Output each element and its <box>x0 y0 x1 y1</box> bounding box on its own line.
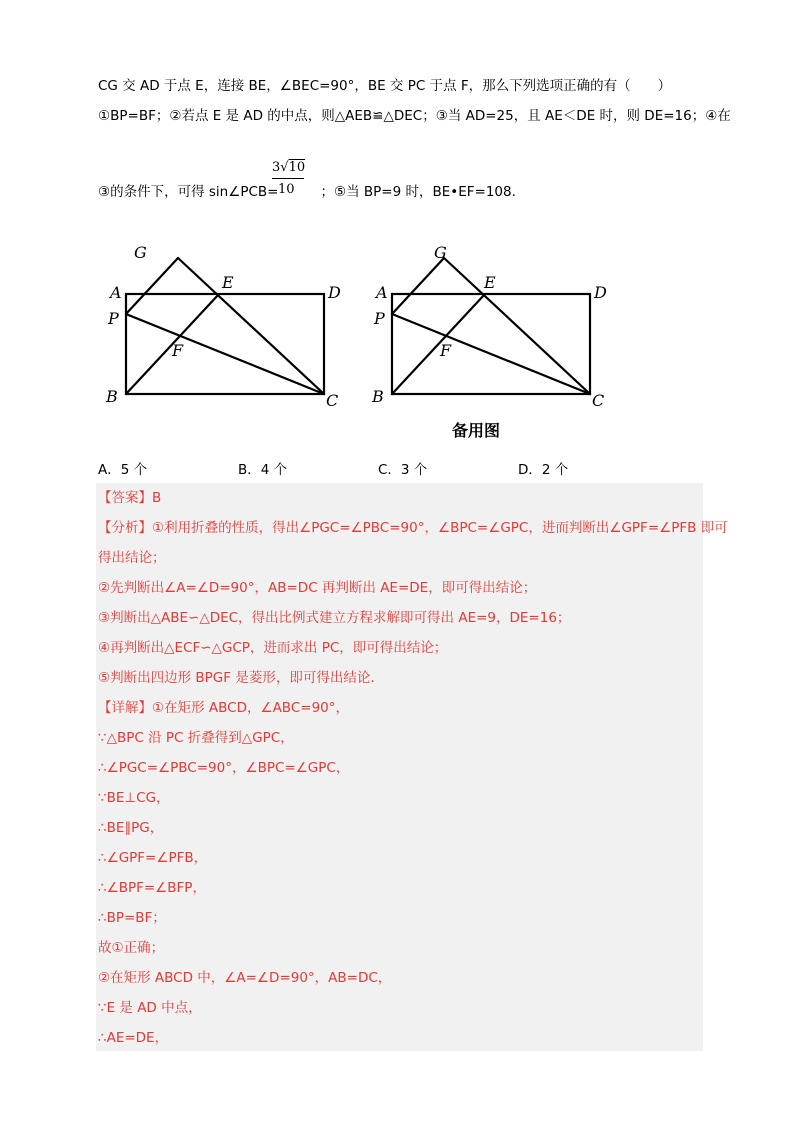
label-a: A <box>376 283 388 302</box>
answer-line: ③判断出△ABE∽△DEC，得出比例式建立方程求解即可得出 AE=9，DE=16； <box>98 610 571 626</box>
fraction-bar <box>272 178 304 179</box>
label-p: P <box>374 309 385 328</box>
answer-line: ∴BE∥PG， <box>98 820 164 836</box>
problem-line-3 <box>98 186 516 200</box>
label-p: P <box>108 309 119 328</box>
answer-line: 【分析】①利用折叠的性质，得出∠PGC=∠PBC=90°，∠BPC=∠GPC，进而判断出∠GPF=∠PFB 即可 <box>98 520 728 536</box>
label-f: F <box>172 341 184 360</box>
label-d: D <box>594 283 607 302</box>
answer-line: ∵E 是 AD 中点， <box>98 1000 202 1016</box>
choice-d: D．2 个 <box>518 462 569 478</box>
problem-line-3-prefix: ③的条件下，可得 sin∠PCB= <box>98 184 279 200</box>
answer-line: ∴BP=BF； <box>98 910 166 926</box>
answer-line: ⑤判断出四边形 BPGF 是菱形，即可得出结论． <box>98 670 384 686</box>
problem-line-1: CG 交 AD 于点 E，连接 BE，∠BEC=90°，BE 交 PC 于点 F，那么下列选项正确的有（ ） <box>98 78 672 94</box>
answer-line: 故①正确； <box>98 940 165 956</box>
fraction-denominator: 10 <box>278 182 295 197</box>
label-b: B <box>106 387 118 406</box>
label-f: F <box>440 341 452 360</box>
problem-line-2: ①BP=BF；②若点 E 是 AD 的中点，则△AEB≌△DEC；③当 AD=25，且 AE＜DE 时，则 DE=16；④在 <box>98 108 731 124</box>
choice-b: B．4 个 <box>238 462 288 478</box>
label-c: C <box>592 391 605 410</box>
answer-line: ∴∠PGC=∠PBC=90°，∠BPC=∠GPC， <box>98 760 350 776</box>
choice-a: A．5 个 <box>98 462 148 478</box>
answer-line: 【详解】①在矩形 ABCD，∠ABC=90°， <box>98 700 350 716</box>
sin-fraction <box>272 160 306 200</box>
answer-line: ∵△BPC 沿 PC 折叠得到△GPC， <box>98 730 294 746</box>
answer-line: 【答案】B <box>98 490 162 506</box>
answer-line: ②先判断出∠A=∠D=90°，AB=DC 再判断出 AE=DE，即可得出结论； <box>98 580 537 596</box>
label-a: A <box>110 283 122 302</box>
label-e: E <box>484 273 496 292</box>
geometry-figure-spare <box>366 236 616 416</box>
answer-line: ∵BE⊥CG， <box>98 790 170 806</box>
answer-line: ∴∠BPF=∠BFP， <box>98 880 206 896</box>
spare-figure-caption: 备用图 <box>452 421 501 440</box>
problem-line-3-suffix: ；⑤当 BP=9 时，BE•EF=108. <box>320 184 516 200</box>
answer-line: ∴∠GPF=∠PFB， <box>98 850 208 866</box>
fraction-numerator: 3√10 <box>272 160 306 175</box>
answer-line: ∴AE=DE， <box>98 1030 169 1046</box>
answer-line: ④再判断出△ECF∽△GCP，进而求出 PC，即可得出结论； <box>98 640 448 656</box>
answer-line: ②在矩形 ABCD 中，∠A=∠D=90°，AB=DC， <box>98 970 392 986</box>
label-b: B <box>372 387 384 406</box>
answer-line: 得出结论； <box>98 550 166 566</box>
label-e: E <box>222 273 234 292</box>
label-g: G <box>134 243 147 262</box>
label-d: D <box>328 283 341 302</box>
label-c: C <box>326 391 339 410</box>
label-g: G <box>434 243 447 262</box>
choice-c: C．3 个 <box>378 462 428 478</box>
geometry-figure-main <box>100 236 350 416</box>
